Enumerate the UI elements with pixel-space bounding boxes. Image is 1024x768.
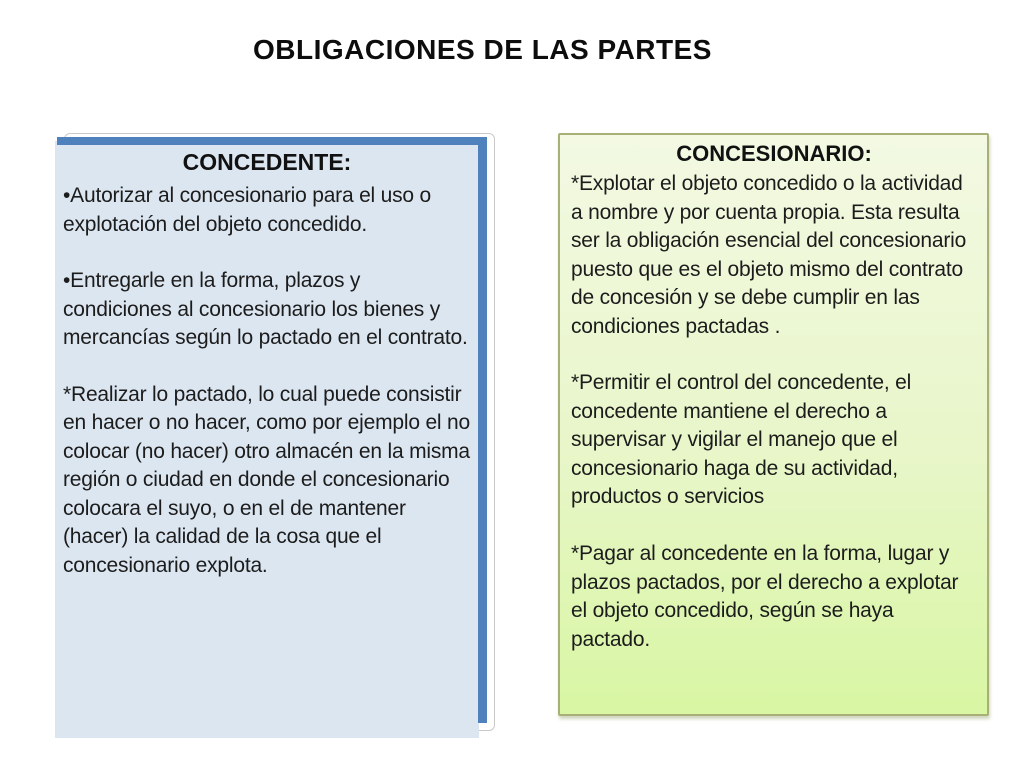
concesionario-box <box>558 133 989 716</box>
concedente-heading: CONCEDENTE: <box>182 149 352 175</box>
concesionario-paragraph: *Permitir el control del concedente, el concedente mantiene el derecho a supervisar y vigilar el manejo que el concesionario haga de su actividad, productos o servicios <box>571 371 912 509</box>
concesionario-paragraph: *Explotar el objeto concedido o la actividad a nombre y por cuenta propia. Esta resulta ser la obligación esencial del concesionario puesto que es el objeto mismo del contrato de concesión y se debe cumplir en las condiciones pactadas . <box>571 172 967 338</box>
concedente-paragraph: •Autorizar al concesionario para el uso o explotación del objeto concedido. <box>63 184 432 236</box>
concesionario-content <box>560 135 987 654</box>
concesionario-paragraph: *Pagar al concedente en la forma, lugar y plazos pactados, por el derecho a explotar el objeto concedido, según se haya pactado. <box>571 542 959 651</box>
concedente-paragraph: *Realizar lo pactado, lo cual puede consistir en hacer o no hacer, como por ejemplo el no colocar (no hacer) otro almacén en la misma región o ciudad en donde el concesionario colocara el suyo, o en el de mantener (hacer) la calidad de la cosa que el concesionario explota. <box>63 382 470 578</box>
concedente-content <box>63 149 471 581</box>
concedente-paragraph: •Entregarle en la forma, plazos y condiciones al concesionario los bienes y mercancías según lo pactado en el contrato. <box>63 269 468 350</box>
concesionario-heading: CONCESIONARIO: <box>676 141 872 166</box>
concedente-accent-bar-top <box>57 137 487 145</box>
concedente-accent-bar-right <box>478 137 487 723</box>
concedente-box <box>55 133 497 739</box>
slide-title: OBLIGACIONES DE LAS PARTES <box>253 34 712 65</box>
